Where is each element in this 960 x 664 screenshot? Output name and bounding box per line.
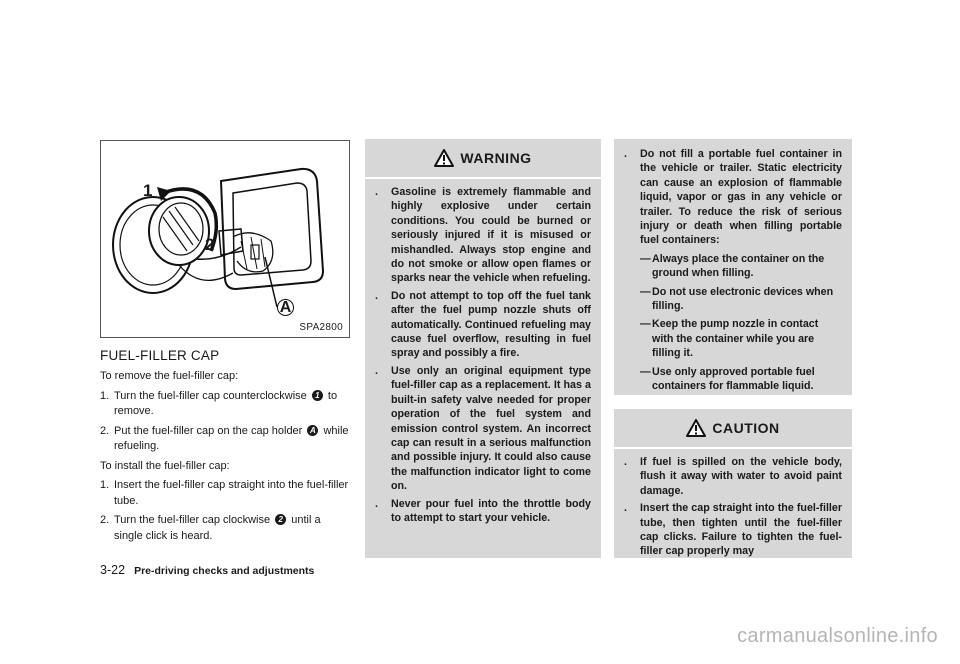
step-text: Turn the fuel-filler cap counterclockwise xyxy=(114,389,307,402)
warning-continued-box xyxy=(614,139,852,395)
section-title: FUEL-FILLER CAP xyxy=(100,348,220,363)
step-number: 2. xyxy=(100,514,110,526)
watermark: carmanualsonline.info xyxy=(737,625,938,647)
step-number: 1. xyxy=(100,479,110,491)
remove-step-2 xyxy=(100,424,350,455)
step-text-after: to remove. xyxy=(114,389,338,417)
marker-icon: A xyxy=(307,425,318,436)
caution-title: CAUTION xyxy=(712,420,780,436)
warning-box xyxy=(365,139,601,558)
caution-item: . If fuel is spilled on the vehicle body, flush it away with water to avoid paint damage. xyxy=(624,456,842,497)
warning-subitem: — Always place the container on the ground when filling. xyxy=(640,252,825,280)
fuel-filler-illustration xyxy=(100,140,350,338)
marker-icon: 1 xyxy=(312,390,323,401)
warning-triangle-icon xyxy=(434,149,454,167)
warning-title: WARNING xyxy=(460,150,532,166)
warning-header xyxy=(365,139,601,177)
left-column xyxy=(100,140,350,544)
callout-2: 2 xyxy=(205,235,215,254)
footer-section: Pre-driving checks and adjustments xyxy=(134,565,315,577)
step-text-after: while refueling. xyxy=(114,424,349,452)
warning-cont-list xyxy=(614,139,852,394)
step-text: Turn the fuel-filler cap clockwise xyxy=(114,514,271,526)
caution-header xyxy=(614,409,852,447)
warning-subitem: — Keep the pump nozzle in contact with the container while you are filling it. xyxy=(640,318,819,360)
page-footer xyxy=(100,563,314,577)
caution-item: . Insert the cap straight into the fuel-filler tube, then tighten until the fuel-filler cap clicks. Failure to tighten the fuel-filler cap properly may xyxy=(624,502,842,558)
warning-item: . Never pour fuel into the throttle body to attempt to start your vehicle. xyxy=(375,497,591,524)
remove-step-1 xyxy=(100,389,350,420)
step-text: Insert the fuel-filler cap straight into the fuel-filler tube. xyxy=(114,479,349,507)
install-intro: To install the fuel-filler cap: xyxy=(100,459,230,472)
warning-item: . Do not attempt to top off the fuel tank after the fuel pump nozzle shuts off automatically. Continued refueling may cause fuel overflow, resulting in fuel spray and possibly a fire. xyxy=(375,289,591,360)
callout-a: A xyxy=(277,299,294,316)
warning-item: . Do not fill a portable fuel container in the vehicle or trailer. Static electricity can cause an explosion of flammable liquid, vapor or gas in any vehicle or trailer. To reduce the risk of serious injury or death when filling portable fuel containers: xyxy=(624,148,842,247)
caution-list xyxy=(614,449,852,559)
step-number: 1. xyxy=(100,389,110,402)
remove-intro: To remove the fuel-filler cap: xyxy=(100,370,239,382)
step-number: 2. xyxy=(100,424,110,437)
step-text-after: until a single click is heard. xyxy=(114,514,321,542)
warning-subitem: — Do not use electronic devices when filling. xyxy=(640,285,834,313)
callout-1: 1 xyxy=(143,181,153,200)
install-step-1 xyxy=(100,478,350,509)
figure-label: SPA2800 xyxy=(299,322,343,333)
marker-icon: 2 xyxy=(275,514,286,525)
caution-triangle-icon xyxy=(686,419,706,437)
install-step-2 xyxy=(100,513,350,544)
warning-item: . Use only an original equipment type fuel-filler cap as a replacement. It has a built-in safety valve needed for proper operation of the fuel system and emission control system. An incorrect cap can result in a serious malfunction and possible injury. It could also cause the malfunction indicator light to come on. xyxy=(375,364,591,493)
fuel-cap-drawing xyxy=(101,141,349,337)
warning-subitem: — Use only approved portable fuel containers for flammable liquid. xyxy=(640,365,815,393)
warning-list xyxy=(365,179,601,525)
warning-item: . Gasoline is extremely flammable and highly explosive under certain conditions. You could be burned or seriously injured if it is misused or mishandled. Always stop engine and do not smoke or allow open flames or sparks near the vehicle when refueling. xyxy=(375,186,591,285)
step-text: Put the fuel-filler cap on the cap holder xyxy=(114,424,303,437)
page-number: 3-22 xyxy=(100,563,126,577)
caution-box xyxy=(614,409,852,558)
